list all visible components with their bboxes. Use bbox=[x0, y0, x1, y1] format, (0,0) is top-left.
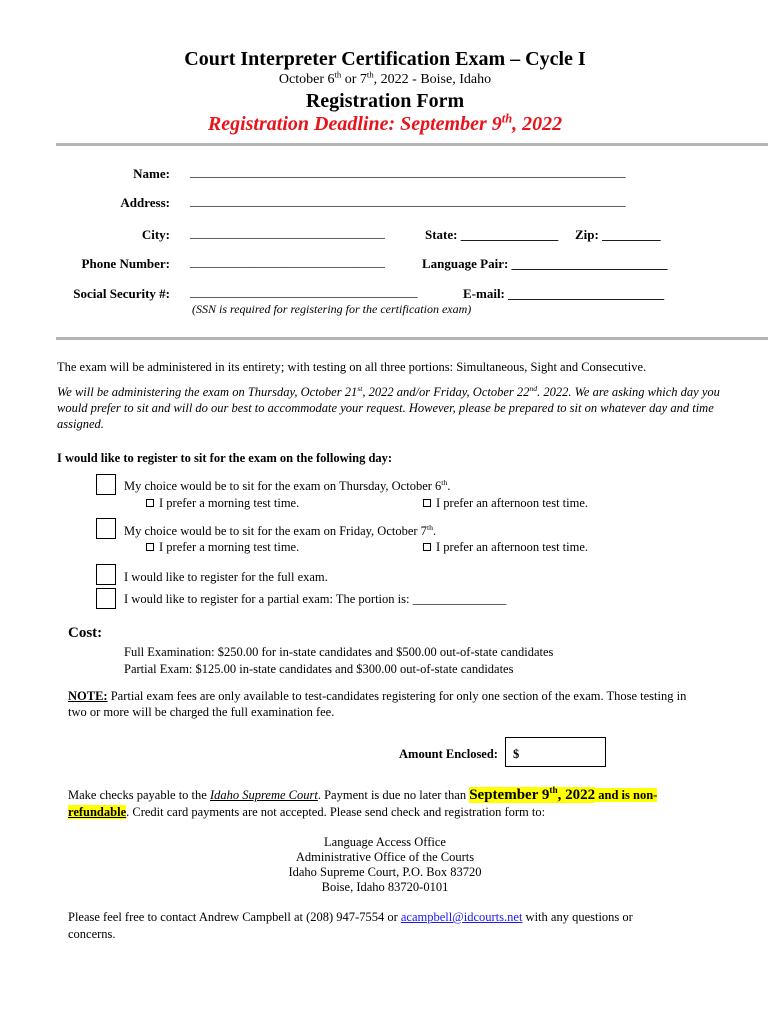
name-label: Name: bbox=[133, 166, 170, 181]
ssn-field[interactable]: ___________________________________ bbox=[190, 284, 418, 299]
divider bbox=[56, 143, 768, 146]
partial-exam-checkbox[interactable] bbox=[96, 588, 116, 609]
checkbox-icon bbox=[146, 543, 154, 551]
thursday-morning-option[interactable]: I prefer a morning test time. bbox=[146, 496, 299, 511]
zip-field[interactable]: Zip: _________ bbox=[575, 227, 661, 242]
address-line: Administrative Office of the Courts bbox=[295, 850, 475, 864]
partial-exam-cost: Partial Exam: $125.00 in-state candidates and $300.00 out-of-state candidates bbox=[124, 662, 514, 676]
divider bbox=[56, 337, 768, 340]
full-exam-checkbox[interactable] bbox=[96, 564, 116, 585]
form-title: Registration Form bbox=[305, 90, 465, 112]
thursday-afternoon-option[interactable]: I prefer an afternoon test time. bbox=[423, 496, 588, 511]
address-field[interactable]: ___________________________________________________________________ bbox=[190, 193, 626, 208]
amount-enclosed-label: Amount Enclosed: bbox=[399, 747, 498, 761]
payment-text: Make checks payable to the Idaho Supreme Court. Payment is due no later than September 9th, 2022 and is non-refundable. Credit card payments are not accepted. Please send check and registration form to: bbox=[68, 786, 658, 819]
full-exam-label: I would like to register for the full exam. bbox=[124, 570, 328, 584]
friday-choice-label: My choice would be to sit for the exam on Friday, October 7th. bbox=[124, 522, 437, 538]
checkbox-icon bbox=[423, 543, 431, 551]
language-pair-field[interactable]: Language Pair: ________________________ bbox=[422, 256, 668, 271]
city-label: City: bbox=[141, 227, 170, 242]
phone-label: Phone Number: bbox=[81, 256, 170, 271]
exam-date: October 6th or 7th, 2022 - Boise, Idaho bbox=[278, 69, 492, 87]
email-link[interactable]: acampbell@idcourts.net bbox=[400, 910, 523, 924]
friday-afternoon-option[interactable]: I prefer an afternoon test time. bbox=[423, 540, 588, 555]
friday-morning-option[interactable]: I prefer a morning test time. bbox=[146, 540, 299, 555]
exam-title: Court Interpreter Certification Exam – Cycle I bbox=[184, 48, 586, 70]
registration-deadline: Registration Deadline: September 9th, 2022 bbox=[207, 111, 563, 135]
admin-text: The exam will be administered in its entirety; with testing on all three portions: Simultaneous, Sight and Consecutive. bbox=[57, 360, 647, 374]
phone-field[interactable]: ______________________________ bbox=[190, 254, 385, 269]
address-line: Boise, Idaho 83720-0101 bbox=[321, 880, 449, 894]
ssn-label: Social Security #: bbox=[73, 286, 170, 301]
dollar-sign: $ bbox=[513, 747, 520, 761]
ssn-note: (SSN is required for registering for the certification exam) bbox=[192, 302, 472, 316]
city-field[interactable]: ______________________________ bbox=[190, 225, 385, 240]
partial-exam-label: I would like to register for a partial exam: The portion is: _______________ bbox=[124, 592, 507, 606]
register-heading: I would like to register to sit for the exam on the following day: bbox=[57, 451, 393, 465]
amount-enclosed-field[interactable] bbox=[505, 737, 606, 767]
schedule-text: We will be administering the exam on Thursday, October 21st, 2022 and/or Friday, October 22nd. 2022. We are asking which day you would prefer to sit and will do our best to accommodate your request. However, please be prepared to sit on whatever day and time assigned. bbox=[57, 383, 720, 431]
contact-text: Please feel free to contact Andrew Campbell at (208) 947-7554 or acampbell@idcourts.net with any questions or concerns. bbox=[68, 910, 633, 941]
address-line: Language Access Office bbox=[324, 835, 446, 849]
address-line: Idaho Supreme Court, P.O. Box 83720 bbox=[288, 865, 482, 879]
checkbox-icon bbox=[146, 499, 154, 507]
fee-note: NOTE: Partial exam fees are only available to test-candidates registering for only one section of the exam. Those testing in two or more will be charged the full examination fee. bbox=[68, 689, 687, 719]
full-exam-cost: Full Examination: $250.00 for in-state candidates and $500.00 out-of-state candidates bbox=[124, 645, 554, 659]
thursday-checkbox[interactable] bbox=[96, 474, 116, 495]
checkbox-icon bbox=[423, 499, 431, 507]
address-label: Address: bbox=[120, 195, 170, 210]
friday-checkbox[interactable] bbox=[96, 518, 116, 539]
cost-heading: Cost: bbox=[68, 625, 103, 641]
name-field[interactable]: ___________________________________________________________________ bbox=[190, 164, 626, 179]
thursday-choice-label: My choice would be to sit for the exam on Thursday, October 6th. bbox=[124, 477, 451, 493]
state-field[interactable]: State: _______________ bbox=[425, 227, 559, 242]
email-field[interactable]: E-mail: ________________________ bbox=[463, 286, 665, 301]
